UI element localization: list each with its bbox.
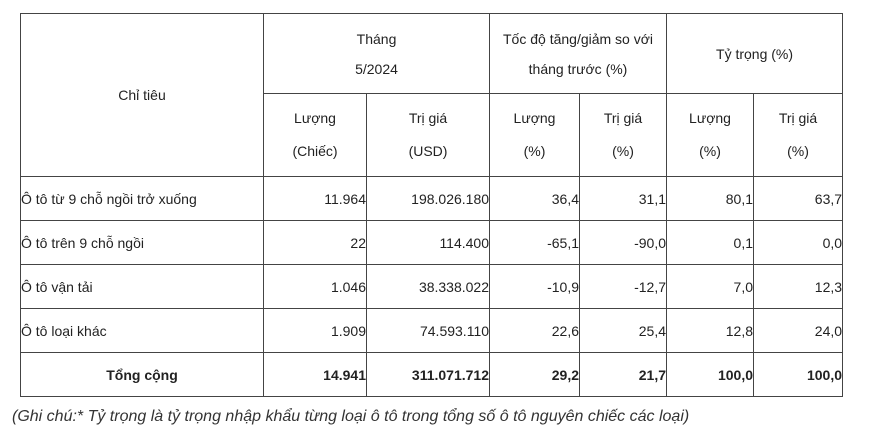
cell: 22 — [264, 221, 367, 265]
cell: 74.593.110 — [367, 309, 490, 353]
subheader-line1: Trị giá — [408, 110, 448, 126]
cell: 80,1 — [667, 177, 754, 221]
cell: 12,8 — [667, 309, 754, 353]
cell: 7,0 — [667, 265, 754, 309]
subheader-cell — [490, 94, 580, 177]
subheader-line1: Trị giá — [778, 110, 818, 126]
cell: -65,1 — [490, 221, 580, 265]
subheader-line2: (%) — [612, 143, 634, 159]
cell: 114.400 — [367, 221, 490, 265]
total-label: Tổng cộng — [21, 353, 264, 397]
cell: 1.046 — [264, 265, 367, 309]
subheader-line2: (Chiếc) — [292, 143, 338, 159]
header-toc-do — [490, 14, 667, 94]
subheader-line2: (USD) — [408, 143, 448, 159]
total-cell: 311.071.712 — [367, 353, 490, 397]
header-thang — [264, 14, 490, 94]
row-name: Ô tô loại khác — [21, 309, 264, 353]
header-thang-line1: Tháng — [356, 30, 397, 47]
cell: 11.964 — [264, 177, 367, 221]
subheader-line1: Lượng — [513, 110, 556, 126]
cell: 0,1 — [667, 221, 754, 265]
header-toc-do-line2: tháng trước (%) — [528, 60, 628, 77]
table-row — [21, 221, 843, 265]
subheader-line1: Lượng — [294, 110, 336, 126]
import-table — [20, 13, 843, 397]
subheader-line2: (%) — [699, 143, 721, 159]
subheader-line2: (%) — [523, 143, 546, 159]
subheader-line1: Trị giá — [603, 110, 643, 126]
subheader-cell — [264, 94, 367, 177]
table-row — [21, 177, 843, 221]
cell: 22,6 — [490, 309, 580, 353]
total-cell: 14.941 — [264, 353, 367, 397]
header-thang-line2: 5/2024 — [355, 60, 398, 77]
subheader-line1: Lượng — [689, 110, 731, 126]
total-cell: 29,2 — [490, 353, 580, 397]
subheader-cell — [754, 94, 843, 177]
cell: -10,9 — [490, 265, 580, 309]
cell: 31,1 — [580, 177, 667, 221]
subheader-line2: (%) — [787, 143, 809, 159]
cell: 0,0 — [754, 221, 843, 265]
header-ty-trong: Tỷ trọng (%) — [667, 14, 843, 94]
row-name: Ô tô trên 9 chỗ ngồi — [21, 221, 264, 265]
total-cell: 100,0 — [667, 353, 754, 397]
row-name: Ô tô từ 9 chỗ ngồi trở xuống — [21, 177, 264, 221]
table-row — [21, 265, 843, 309]
header-chi-tieu: Chỉ tiêu — [21, 14, 264, 177]
cell: 25,4 — [580, 309, 667, 353]
subheader-cell — [367, 94, 490, 177]
total-row — [21, 353, 843, 397]
cell: 63,7 — [754, 177, 843, 221]
cell: 12,3 — [754, 265, 843, 309]
cell: -90,0 — [580, 221, 667, 265]
cell: 1.909 — [264, 309, 367, 353]
subheader-cell — [667, 94, 754, 177]
cell: 36,4 — [490, 177, 580, 221]
cell: 198.026.180 — [367, 177, 490, 221]
table-row — [21, 309, 843, 353]
cell: 38.338.022 — [367, 265, 490, 309]
total-cell: 21,7 — [580, 353, 667, 397]
subheader-cell — [580, 94, 667, 177]
cell: 24,0 — [754, 309, 843, 353]
total-cell: 100,0 — [754, 353, 843, 397]
cell: -12,7 — [580, 265, 667, 309]
header-toc-do-line1: Tốc độ tăng/giảm so với — [503, 30, 654, 47]
footnote: (Ghi chú:* Tỷ trọng là tỷ trọng nhập khẩu từng loại ô tô trong tổng số ô tô nguyên chiếc các loại) — [12, 408, 690, 425]
row-name: Ô tô vận tải — [21, 265, 264, 309]
